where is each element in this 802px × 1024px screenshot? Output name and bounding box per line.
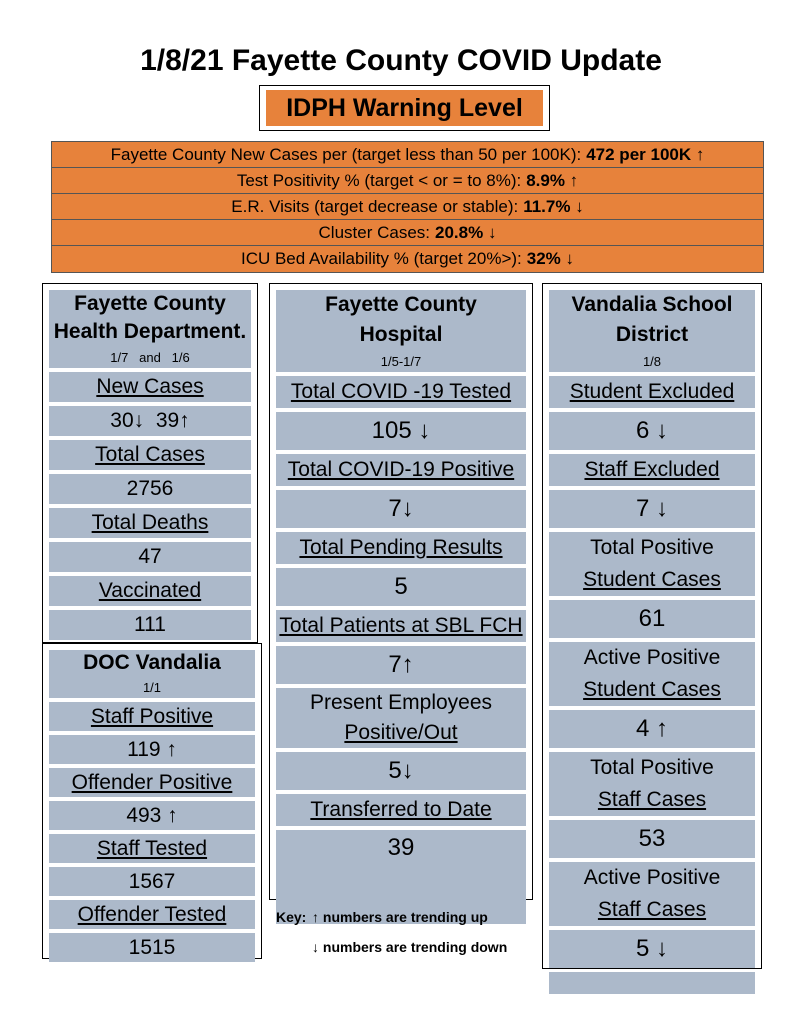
pending-value: 5 (276, 568, 526, 606)
active-pos-student-line2: Student Cases (549, 674, 755, 706)
metric-row (52, 194, 763, 220)
student-excluded-label: Student Excluded (549, 376, 755, 408)
key-label: Key: (276, 909, 307, 925)
active-pos-student-line1: Active Positive (549, 642, 755, 674)
total-pos-student-value: 61 (549, 600, 755, 638)
metric-row (52, 220, 763, 246)
vaccinated-label: Vaccinated (49, 576, 251, 606)
doc-title: DOC Vandalia (49, 650, 255, 676)
page-title: 1/8/21 Fayette County COVID Update (140, 44, 662, 77)
metric-label: Fayette County New Cases per (target less than 50 per 100K): (110, 144, 582, 164)
warning-level-label: IDPH Warning Level (266, 90, 543, 126)
hospital-panel (269, 283, 533, 900)
pending-label: Total Pending Results (276, 532, 526, 564)
health-dept-title-line1: Fayette County (49, 290, 251, 318)
patients-value: 7↑ (276, 646, 526, 684)
school-title-line2: District (549, 320, 755, 350)
offender-positive-label: Offender Positive (49, 768, 255, 797)
metric-label: Cluster Cases: (318, 222, 431, 242)
health-department-panel (42, 283, 258, 643)
metric-value: 20.8% ↓ (435, 222, 497, 242)
transferred-value: 39 (276, 830, 526, 924)
health-dept-title-line2: Health Department. (49, 318, 251, 346)
hospital-title-line1: Fayette County (276, 290, 526, 320)
total-pos-student-line1: Total Positive (549, 532, 755, 564)
metric-label: Test Positivity % (target < or = to 8%): (236, 170, 522, 190)
total-pos-staff-value: 53 (549, 820, 755, 858)
vaccinated-value: 111 (49, 610, 251, 640)
employees-label-line2: Positive/Out (276, 718, 526, 748)
metric-value: 32% ↓ (526, 249, 575, 268)
positive-label: Total COVID-19 Positive (276, 454, 526, 486)
health-dept-dates: 1/7 and 1/6 (49, 346, 251, 368)
metrics-table (51, 141, 764, 273)
hospital-dates: 1/5-1/7 (276, 350, 526, 372)
staff-excluded-value: 7 ↓ (549, 490, 755, 528)
key-down: ↓ numbers are trending down (312, 939, 508, 955)
active-pos-staff-value: 5 ↓ (549, 930, 755, 968)
metric-row (52, 142, 763, 168)
employees-value: 5↓ (276, 752, 526, 790)
active-pos-staff-line1: Active Positive (549, 862, 755, 894)
total-pos-staff-line2: Staff Cases (549, 784, 755, 816)
tested-value: 105 ↓ (276, 412, 526, 450)
warning-level-box (259, 85, 550, 131)
metric-row (52, 168, 763, 194)
transferred-label: Transferred to Date (276, 794, 526, 826)
key-up: ↑ numbers are trending up (312, 909, 488, 925)
metric-label: ICU Bed Availability % (target 20%>): (240, 249, 522, 268)
offender-tested-value: 1515 (49, 933, 255, 962)
staff-positive-value: 119 ↑ (49, 735, 255, 764)
total-pos-staff-line1: Total Positive (549, 752, 755, 784)
empty-cell (549, 972, 755, 994)
employees-label-line1: Present Employees (276, 688, 526, 718)
offender-positive-value: 493 ↑ (49, 801, 255, 830)
total-deaths-value: 47 (49, 542, 251, 572)
hospital-title-line2: Hospital (276, 320, 526, 350)
patients-label: Total Patients at SBL FCH (276, 610, 526, 642)
new-cases-label: New Cases (49, 372, 251, 402)
metric-value: 472 per 100K ↑ (586, 144, 705, 164)
total-pos-student-line2: Student Cases (549, 564, 755, 596)
staff-tested-value: 1567 (49, 867, 255, 896)
total-cases-label: Total Cases (49, 440, 251, 470)
total-deaths-label: Total Deaths (49, 508, 251, 538)
doc-date: 1/1 (49, 676, 255, 698)
staff-positive-label: Staff Positive (49, 702, 255, 731)
school-district-panel (542, 283, 762, 969)
metric-value: 11.7% ↓ (523, 196, 584, 216)
active-pos-staff-line2: Staff Cases (549, 894, 755, 926)
staff-tested-label: Staff Tested (49, 834, 255, 863)
school-date: 1/8 (549, 350, 755, 372)
staff-excluded-label: Staff Excluded (549, 454, 755, 486)
metric-row (52, 246, 763, 272)
tested-label: Total COVID -19 Tested (276, 376, 526, 408)
total-cases-value: 2756 (49, 474, 251, 504)
positive-value: 7↓ (276, 490, 526, 528)
student-excluded-value: 6 ↓ (549, 412, 755, 450)
active-pos-student-value: 4 ↑ (549, 710, 755, 748)
doc-vandalia-panel (42, 643, 262, 959)
metric-value: 8.9% ↑ (526, 170, 579, 190)
new-cases-value: 30↓ 39↑ (49, 406, 251, 436)
school-title-line1: Vandalia School (549, 290, 755, 320)
metric-label: E.R. Visits (target decrease or stable): (231, 196, 519, 216)
offender-tested-label: Offender Tested (49, 900, 255, 929)
